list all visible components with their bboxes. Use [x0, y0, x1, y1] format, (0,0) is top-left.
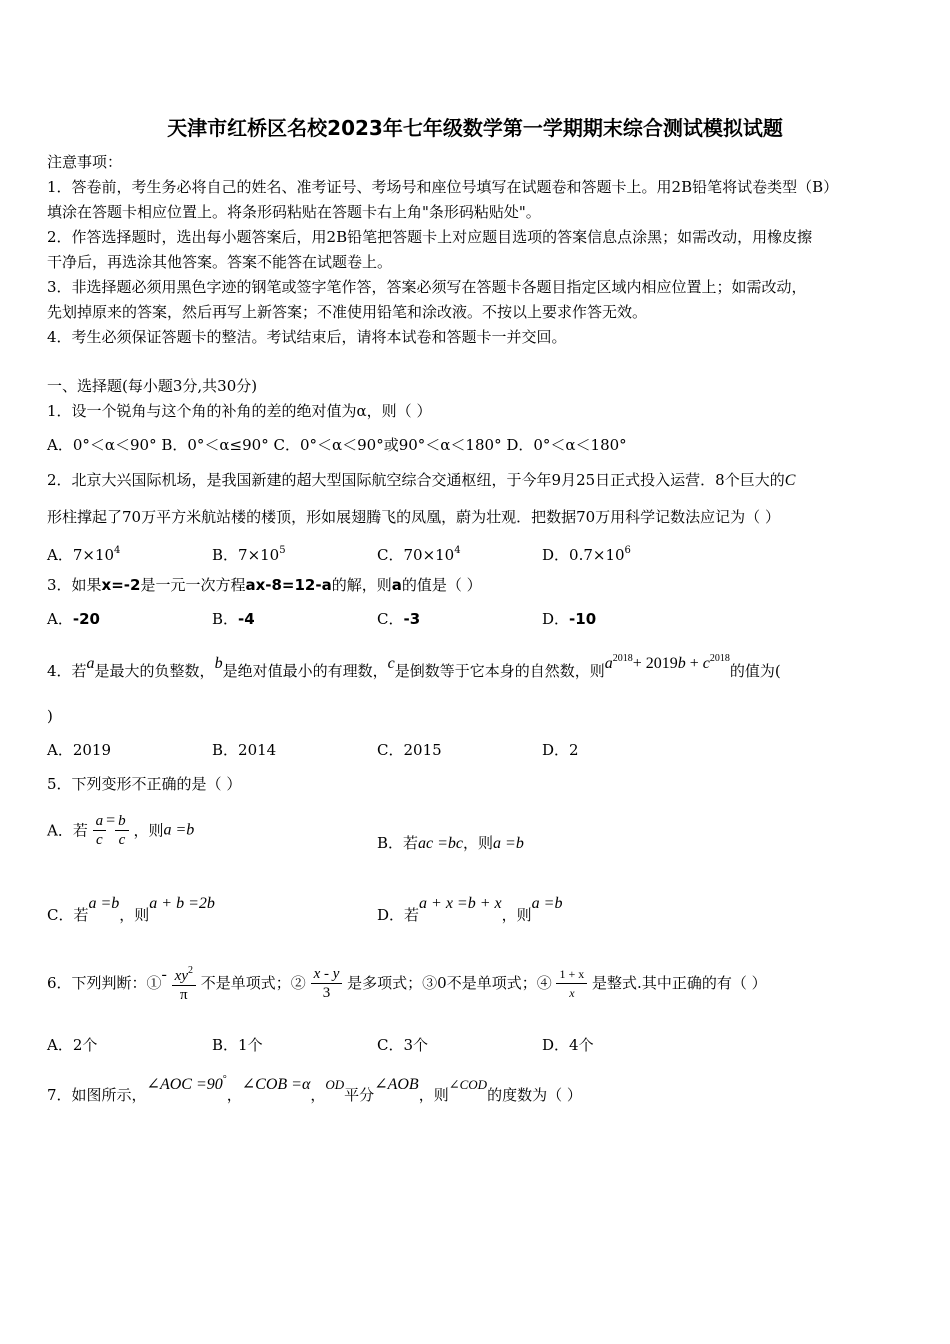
q5-d-result: a =b: [531, 895, 563, 912]
q7-ray-od: OD: [325, 1077, 345, 1092]
q3-var-a: a: [391, 576, 402, 594]
q4-stem-close: ): [47, 707, 53, 725]
q4-option-c: C．2015: [377, 741, 442, 759]
q5-c-result: a + b =2b: [149, 895, 215, 912]
q3-option-b-value: -4: [238, 610, 255, 628]
q2-option-b-exp: 5: [279, 545, 286, 556]
q3-option-c-value: -3: [403, 610, 421, 628]
q3-option-a-value: -20: [72, 610, 100, 628]
q5-a-fraction-left: $\frac{a}{c}$: [93, 812, 107, 849]
q7-stem: 7．如图所示，∠AOC =90°，∠COB =α，OD平分∠AOB，则∠COD的度数为（ ）: [47, 1074, 582, 1104]
q7-angle-cob: ∠COB =α: [241, 1076, 311, 1093]
q2-option-d: [542, 541, 631, 565]
q2-option-b-base: B．7×10: [212, 546, 280, 564]
notice-line-1b: 填涂在答题卡相应位置上。将条形码粘贴在答题卡右上角"条形码粘贴处"。: [47, 203, 541, 221]
q4-var-b: b: [214, 655, 223, 672]
q3-equation: ax-8=12-a: [245, 576, 332, 594]
section-heading: 一、选择题(每小题3分,共30分): [47, 377, 258, 395]
q3-option-b: B．-4: [212, 610, 255, 628]
q5-b-condition: ac =bc: [418, 835, 464, 852]
q3-option-d-value: -10: [569, 610, 597, 628]
notice-line-2b: 干净后，再选涂其他答案。答案不能答在试题卷上。: [47, 253, 393, 271]
q6-option-a: A．2个: [47, 1036, 98, 1054]
q4-var-c: c: [387, 655, 395, 672]
q5-d-condition: a + x =b + x: [419, 895, 502, 912]
q4-option-a: A．2019: [47, 741, 112, 759]
q6-fraction-2: $\frac{x - y}{3}$: [311, 965, 343, 1002]
q5-option-d: D．若a + x =b + x，则a =b: [377, 895, 563, 924]
q6-fraction-3: $\frac{1 + x}{x}$: [556, 965, 587, 1002]
q2-option-c-base: C．70×10: [377, 546, 455, 564]
q3-option-d: D．-10: [542, 610, 597, 628]
q6-option-c: C．3个: [377, 1036, 429, 1054]
notice-line-1a: 1．答卷前，考生务必将自己的姓名、准考证号、考场号和座位号填写在试题卷和答题卡上。用2B铅笔将试卷类型（B）: [47, 178, 839, 196]
q5-option-a: A．若 $\frac{a}{c}$ = $\frac{b}{c}$ ，则a =b: [47, 811, 195, 848]
q3-option-c: C．-3: [377, 610, 421, 628]
q5-a-result: a =b: [163, 821, 195, 839]
q7-angle-aob: ∠AOB: [374, 1076, 419, 1093]
q4-option-b: B．2014: [212, 741, 277, 759]
q3-option-a: A．-20: [47, 610, 100, 628]
q5-option-b: B．若ac =bc，则a =b: [377, 834, 524, 852]
q5-c-condition: a =b: [88, 895, 120, 912]
q5-b-result: a =b: [493, 835, 524, 852]
q3-s7: 的值是（ ）: [401, 576, 482, 594]
q2-stem-line-1: [47, 470, 795, 491]
notice-line-4: 4．考生必须保证答题卡的整洁。考试结束后，请将本试卷和答题卡一并交回。: [47, 328, 567, 346]
q3-s5: 的解，则: [331, 576, 392, 594]
q4-stem: 4．若a是最大的负整数，b是绝对值最小的有理数，c是倒数等于它本身的自然数，则$a^{2018}+ 2019b + c^{2018}$的值为(: [47, 653, 781, 680]
q4-expression: $a^{2018}+ 2019b + c^{2018}$: [604, 653, 730, 672]
q5-stem: 5．下列变形不正确的是（ ）: [47, 775, 242, 793]
q1-stem: 1．设一个锐角与这个角的补角的差的绝对值为α，则（ ）: [47, 402, 432, 420]
q7-angle-cod: ∠COD: [448, 1077, 488, 1092]
q4-var-a: a: [86, 655, 95, 672]
page-title: 天津市红桥区名校2023年七年级数学第一学期期末综合测试模拟试题: [167, 116, 783, 140]
q7-angle-aoc: ∠AOC =90°: [146, 1074, 227, 1093]
q2-option-a-base: A．7×10: [47, 546, 115, 564]
q6-option-b: B．1个: [212, 1036, 263, 1054]
q2-option-a-exp: 4: [114, 545, 121, 556]
q6-stem: 6．下列判断：①- $\frac{xy^2}{\pi}$ 不是单项式；② $\frac{x - y}{3}$ 是多项式；③0不是单项式；④ $\frac{1 + x}{x}$ 是整式.其中正确的有（ ）: [47, 960, 767, 1005]
q5-option-c: C．若a =b，则a + b =2b: [47, 895, 215, 924]
q2-option-b: [212, 541, 286, 565]
q2-option-d-base: D．0.7×10: [542, 546, 625, 564]
q4-option-d: D．2: [542, 741, 579, 759]
q2-option-a: [47, 541, 120, 565]
q2-stem-line-2: 形柱撑起了70万平方米航站楼的楼顶，形如展翅腾飞的凤凰，蔚为壮观．把数据70万用科学记数法应记为（ ）: [47, 508, 780, 526]
q3-s1: 3．如果: [47, 576, 102, 594]
q6-option-d: D．4个: [542, 1036, 594, 1054]
q2-option-d-exp: 6: [624, 545, 631, 556]
q2-option-c-exp: 4: [454, 545, 461, 556]
notice-line-3b: 先划掉原来的答案，然后再写上新答案；不准使用铅笔和涂改液。不按以上要求作答无效。: [47, 303, 648, 321]
q2-stem-text: 2．北京大兴国际机场，是我国新建的超大型国际航空综合交通枢纽，于今年9月25日正式投入运营．8个巨大的: [47, 471, 785, 489]
q5-a-fraction-right: $\frac{b}{c}$: [115, 812, 129, 849]
q6-fraction-1: $\frac{xy^2}{\pi}$: [172, 962, 196, 1004]
notice-heading: 注意事项：: [47, 153, 123, 171]
q3-condition: x=-2: [101, 576, 141, 594]
notice-line-3a: 3．非选择题必须用黑色字迹的钢笔或签字笔作答，答案必须写在答题卡各题目指定区域内相应位置上；如需改动，: [47, 278, 807, 296]
q3-s3: 是一元一次方程: [140, 576, 246, 594]
q3-stem: [47, 575, 482, 595]
notice-line-2a: 2．作答选择题时，选出每小题答案后，用2B铅笔把答题卡上对应题目选项的答案信息点涂黑；如需改动，用橡皮擦: [47, 228, 813, 246]
q2-letter-c: C: [784, 472, 796, 489]
q1-options: A．0°＜α＜90° B．0°＜α≤90° C．0°＜α＜90°或90°＜α＜180° D．0°＜α＜180°: [47, 436, 627, 454]
q2-option-c: [377, 541, 461, 565]
